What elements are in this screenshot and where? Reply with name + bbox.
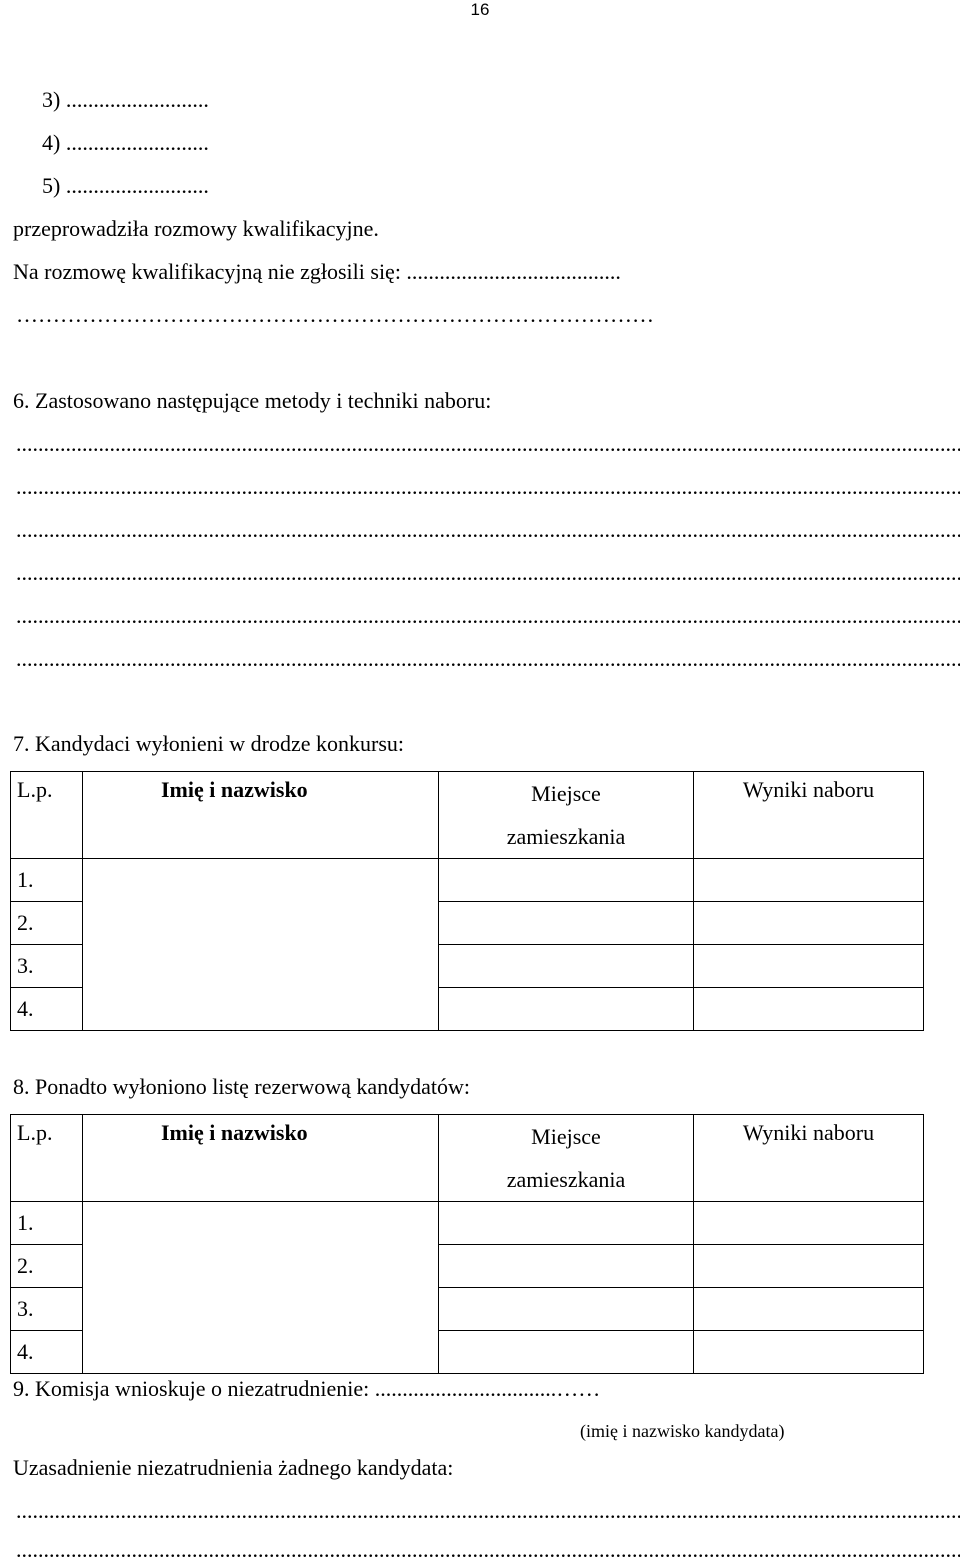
header-place: Miejsce zamieszkania — [439, 1115, 694, 1202]
list-item-4: 4) .......................... — [42, 130, 209, 155]
header-name: Imię i nazwisko — [83, 772, 439, 859]
dotted-line — [16, 1537, 960, 1563]
result-cell — [694, 1245, 924, 1288]
header-results: Wyniki naboru — [694, 1115, 924, 1202]
row-number: 4. — [11, 988, 83, 1031]
name-cell — [83, 1202, 439, 1374]
result-cell — [694, 945, 924, 988]
list-item-3: 3) .......................... — [42, 87, 209, 112]
reserve-list-table — [10, 1114, 924, 1374]
header-lp: L.p. — [11, 1115, 83, 1202]
section-6-heading: 6. Zastosowano następujące metody i techniki naboru: — [13, 388, 492, 413]
no-show-sentence: Na rozmowę kwalifikacyjną nie zgłosili się: ....................................... — [13, 259, 621, 284]
candidate-name-note: (imię i nazwisko kandydata) — [580, 1421, 785, 1441]
page-number: 16 — [470, 0, 490, 19]
section-7-heading: 7. Kandydaci wyłonieni w drodze konkursu: — [13, 731, 405, 756]
place-cell — [439, 1202, 694, 1245]
section-8-heading: 8. Ponadto wyłoniono listę rezerwową kandydatów: — [13, 1074, 471, 1099]
table-row — [11, 859, 924, 902]
row-number: 4. — [11, 1331, 83, 1374]
interview-sentence: przeprowadziła rozmowy kwalifikacyjne. — [13, 216, 379, 241]
result-cell — [694, 1202, 924, 1245]
dotted-line — [16, 646, 960, 672]
result-cell — [694, 1288, 924, 1331]
row-number: 3. — [11, 1288, 83, 1331]
place-cell — [439, 902, 694, 945]
dotted-line — [16, 1498, 960, 1524]
section-9-heading: 9. Komisja wnioskuje o niezatrudnienie: .................................…… — [13, 1376, 601, 1401]
result-cell — [694, 988, 924, 1031]
place-cell — [439, 1331, 694, 1374]
name-cell — [83, 859, 439, 1031]
dotted-line — [16, 560, 960, 586]
row-number: 1. — [11, 859, 83, 902]
no-show-continuation: …………………………………………………………………………… — [16, 302, 654, 327]
dotted-line — [16, 517, 960, 543]
result-cell — [694, 859, 924, 902]
list-item-5: 5) .......................... — [42, 173, 209, 198]
row-number: 2. — [11, 902, 83, 945]
justification-label: Uzasadnienie niezatrudnienia żadnego kandydata: — [13, 1455, 454, 1480]
header-name: Imię i nazwisko — [83, 1115, 439, 1202]
table-header-row — [11, 772, 924, 859]
place-cell — [439, 988, 694, 1031]
row-number: 3. — [11, 945, 83, 988]
dotted-line — [16, 603, 960, 629]
header-place: Miejsce zamieszkania — [439, 772, 694, 859]
row-number: 2. — [11, 1245, 83, 1288]
place-cell — [439, 945, 694, 988]
place-cell — [439, 1245, 694, 1288]
header-lp: L.p. — [11, 772, 83, 859]
row-number: 1. — [11, 1202, 83, 1245]
place-cell — [439, 1288, 694, 1331]
header-results: Wyniki naboru — [694, 772, 924, 859]
selected-candidates-table — [10, 771, 924, 1031]
place-cell — [439, 859, 694, 902]
dotted-line — [16, 474, 960, 500]
table-row — [11, 1202, 924, 1245]
table-header-row — [11, 1115, 924, 1202]
result-cell — [694, 1331, 924, 1374]
dotted-line — [16, 431, 960, 457]
result-cell — [694, 902, 924, 945]
